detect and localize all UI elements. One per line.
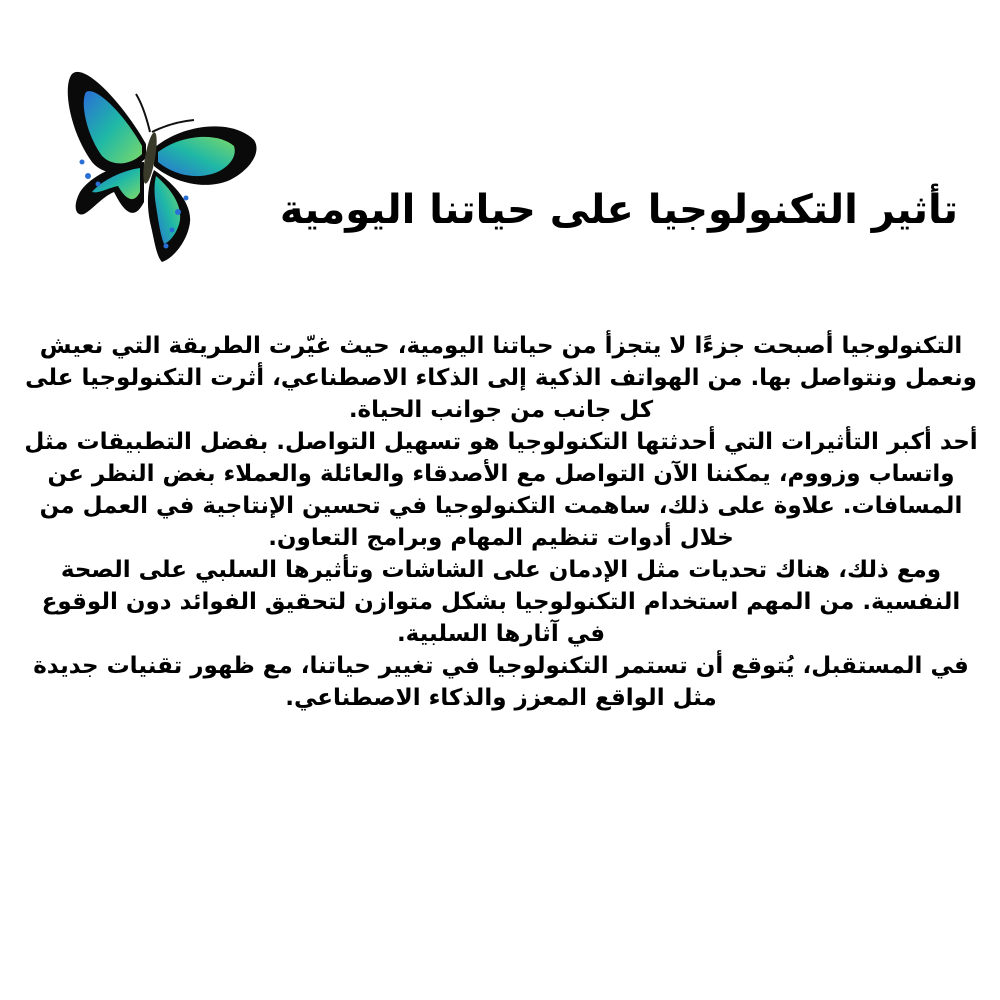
paragraph: التكنولوجيا أصبحت جزءًا لا يتجزأ من حياتنا اليومية، حيث غيّرت الطريقة التي نعيش ونعمل ونتواصل بها. من الهواتف الذكية إلى الذكاء الاصطناعي، أثرت التكنولوجيا على كل جانب من جوانب الحياة. (25, 333, 977, 423)
page-title: تأثير التكنولوجيا على حياتنا اليومية (279, 187, 958, 233)
paragraph: في المستقبل، يُتوقع أن تستمر التكنولوجيا في تغيير حياتنا، مع ظهور تقنيات جديدة مثل الواقع المعزز والذكاء الاصطناعي. (33, 653, 969, 711)
butterfly-icon (62, 62, 262, 267)
paragraph: أحد أكبر التأثيرات التي أحدثتها التكنولوجيا هو تسهيل التواصل. بفضل التطبيقات مثل واتساب وزووم، يمكننا الآن التواصل مع الأصدقاء والعائلة والعملاء بغض النظر عن المسافات. علاوة على ذلك، ساهمت التكنولوجيا في تحسين الإنتاجية في العمل من خلال أدوات تنظيم المهام وبرامج التعاون. (24, 429, 978, 551)
article-body (22, 330, 980, 714)
paragraph: ومع ذلك، هناك تحديات مثل الإدمان على الشاشات وتأثيرها السلبي على الصحة النفسية. من المهم استخدام التكنولوجيا بشكل متوازن لتحقيق الفوائد دون الوقوع في آثارها السلبية. (41, 557, 961, 647)
